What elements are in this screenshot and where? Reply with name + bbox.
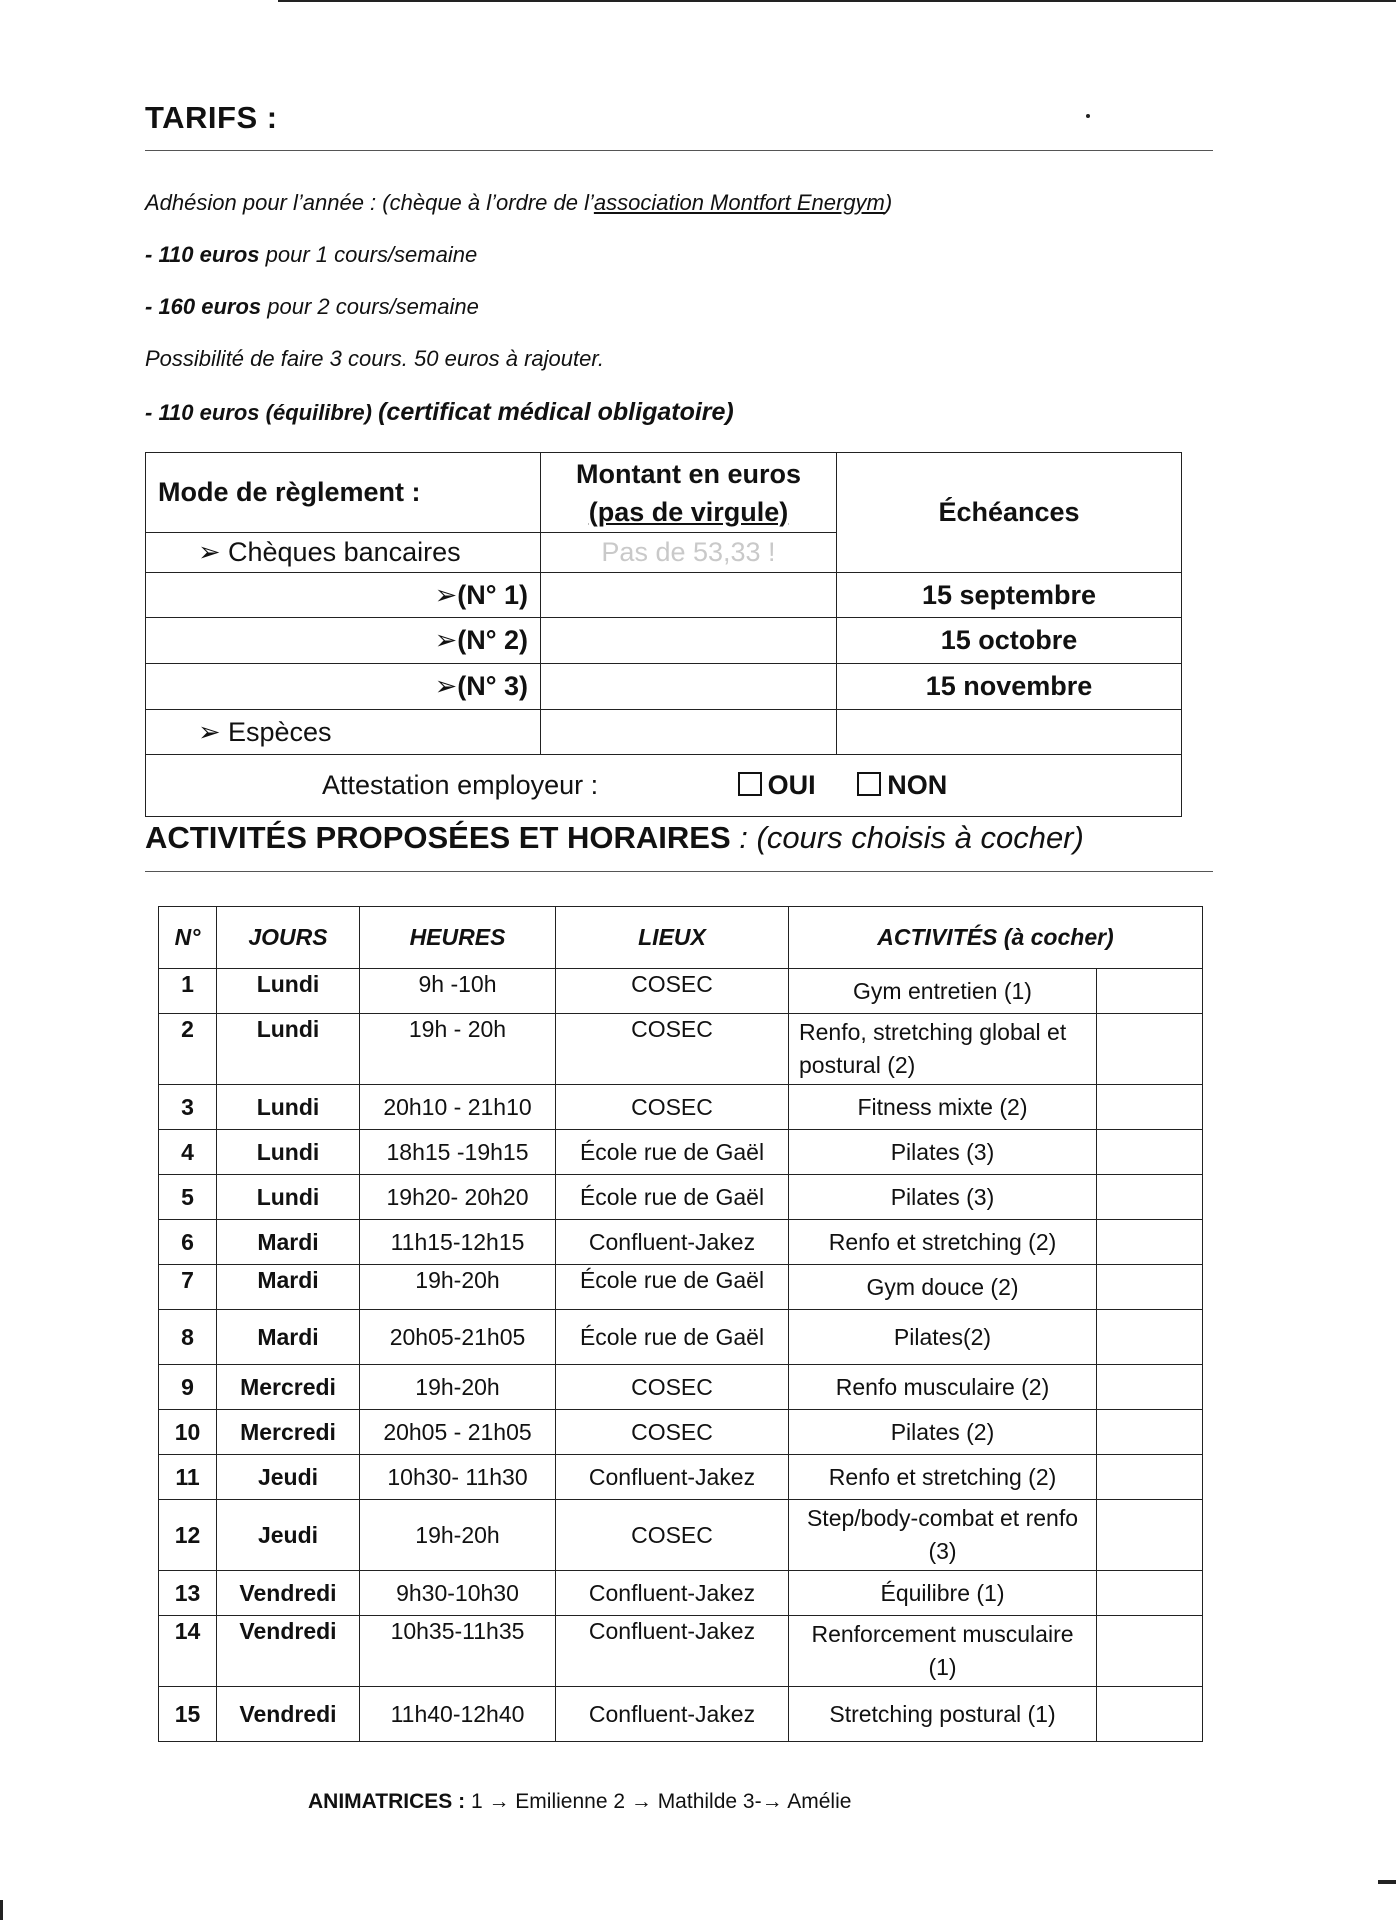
instructors-list: 1 → Emilienne 2 → Mathilde 3-→ Amélie — [465, 1790, 852, 1813]
row-number: 8 — [159, 1310, 217, 1365]
row-day: Mercredi — [217, 1365, 360, 1410]
row-number: 1 — [159, 969, 217, 1014]
table-row — [159, 1410, 1203, 1455]
arrow-icon: ➢ — [198, 716, 221, 747]
row-place: COSEC — [556, 1365, 789, 1410]
adhesion-prefix: Adhésion pour l’année : (chèque à l’ordre de l’ — [145, 190, 594, 215]
instructors-label: ANIMATRICES : — [308, 1790, 466, 1813]
row-number: 13 — [159, 1571, 217, 1616]
especes-date-cell — [837, 710, 1182, 755]
row-place: Confluent-Jakez — [556, 1455, 789, 1500]
cheque-3-amount-field[interactable] — [541, 664, 837, 710]
row-checkbox-cell[interactable] — [1097, 1616, 1203, 1687]
row-hours: 20h05-21h05 — [360, 1310, 556, 1365]
table-row — [159, 1687, 1203, 1742]
activities-rule — [145, 871, 1213, 872]
row-hours: 19h-20h — [360, 1265, 556, 1310]
row-day: Jeudi — [217, 1500, 360, 1571]
cheque-3-date: 15 novembre — [837, 664, 1182, 710]
row-checkbox-cell[interactable] — [1097, 1014, 1203, 1085]
row-activity: Gym douce (2) — [789, 1265, 1097, 1310]
cheque-1-amount-field[interactable] — [541, 573, 837, 618]
price-line-equilibre — [145, 398, 734, 427]
row-day: Vendredi — [217, 1616, 360, 1687]
attestation-label: Attestation employeur : — [322, 770, 599, 800]
row-place: COSEC — [556, 1500, 789, 1571]
row-place: École rue de Gaël — [556, 1175, 789, 1220]
adhesion-suffix: ) — [884, 190, 893, 215]
row-activity: Équilibre (1) — [789, 1571, 1097, 1616]
especes-label: Espèces — [228, 716, 332, 747]
row-activity: Renfo musculaire (2) — [789, 1365, 1097, 1410]
row-hours: 19h - 20h — [360, 1014, 556, 1085]
row-number: 7 — [159, 1265, 217, 1310]
row-hours: 10h35-11h35 — [360, 1616, 556, 1687]
header-number: N° — [159, 907, 217, 969]
row-place: COSEC — [556, 1085, 789, 1130]
row-number: 11 — [159, 1455, 217, 1500]
row-checkbox-cell[interactable] — [1097, 1265, 1203, 1310]
cheques-label: Chèques bancaires — [228, 537, 461, 567]
attestation-row — [146, 755, 1182, 817]
cheques-row-label — [146, 533, 541, 573]
row-hours: 18h15 -19h15 — [360, 1130, 556, 1175]
row-checkbox-cell[interactable] — [1097, 1500, 1203, 1571]
row-place: École rue de Gaël — [556, 1130, 789, 1175]
table-row — [159, 1085, 1203, 1130]
header-places: LIEUX — [556, 907, 789, 969]
row-hours: 20h10 - 21h10 — [360, 1085, 556, 1130]
row-checkbox-cell[interactable] — [1097, 1455, 1203, 1500]
row-hours: 19h-20h — [360, 1365, 556, 1410]
non-checkbox[interactable] — [857, 770, 947, 800]
row-number: 6 — [159, 1220, 217, 1265]
row-activity: Gym entretien (1) — [789, 969, 1097, 1014]
table-row — [159, 1014, 1203, 1085]
scan-edge-mark — [0, 1900, 3, 1920]
stray-dot — [1086, 114, 1090, 118]
cheque-row-3-label — [146, 664, 541, 710]
row-hours: 10h30- 11h30 — [360, 1455, 556, 1500]
table-row — [159, 1265, 1203, 1310]
price-2-amount: - 160 euros — [145, 294, 262, 319]
row-number: 14 — [159, 1616, 217, 1687]
row-day: Jeudi — [217, 1455, 360, 1500]
cheque-1-date: 15 septembre — [837, 573, 1182, 618]
arrow-icon: ➢ — [434, 625, 458, 655]
row-checkbox-cell[interactable] — [1097, 1310, 1203, 1365]
row-place: COSEC — [556, 969, 789, 1014]
row-number: 10 — [159, 1410, 217, 1455]
row-checkbox-cell[interactable] — [1097, 1085, 1203, 1130]
row-place: École rue de Gaël — [556, 1310, 789, 1365]
row-hours: 11h15-12h15 — [360, 1220, 556, 1265]
row-checkbox-cell[interactable] — [1097, 1130, 1203, 1175]
price-2-desc: pour 2 cours/semaine — [261, 294, 479, 319]
row-activity: Renforcement musculaire (1) — [789, 1616, 1097, 1687]
dates-header: Échéances — [837, 453, 1182, 573]
row-day: Lundi — [217, 969, 360, 1014]
cheque-row-2-label — [146, 618, 541, 664]
row-day: Lundi — [217, 1175, 360, 1220]
oui-checkbox[interactable] — [738, 770, 824, 800]
row-activity: Renfo et stretching (2) — [789, 1455, 1097, 1500]
cheque-row-1-label — [146, 573, 541, 618]
row-activity: Pilates (3) — [789, 1175, 1097, 1220]
row-number: 2 — [159, 1014, 217, 1085]
especes-row-label — [146, 710, 541, 755]
scan-edge-mark — [1378, 1880, 1396, 1884]
oui-label: OUI — [767, 770, 816, 800]
arrow-icon: ➢ — [198, 537, 221, 567]
row-activity: Stretching postural (1) — [789, 1687, 1097, 1742]
row-activity: Renfo et stretching (2) — [789, 1220, 1097, 1265]
amount-header-line1: Montant en euros — [575, 458, 801, 489]
association-link: association Montfort Energym — [593, 190, 885, 215]
table-row — [159, 1500, 1203, 1571]
price-line-2 — [145, 294, 479, 320]
row-number: 5 — [159, 1175, 217, 1220]
row-place: Confluent-Jakez — [556, 1687, 789, 1742]
row-checkbox-cell[interactable] — [1097, 1687, 1203, 1742]
adhesion-line — [145, 190, 892, 216]
row-day: Vendredi — [217, 1571, 360, 1616]
activities-title: ACTIVITÉS PROPOSÉES ET HORAIRES — [145, 820, 731, 855]
price-line-1 — [145, 242, 477, 268]
row-number: 12 — [159, 1500, 217, 1571]
row-number: 15 — [159, 1687, 217, 1742]
row-hours: 19h20- 20h20 — [360, 1175, 556, 1220]
header-activities: ACTIVITÉS (à cocher) — [789, 907, 1203, 969]
checkbox-icon — [738, 772, 762, 796]
top-border-line — [278, 0, 1396, 2]
row-checkbox-cell[interactable] — [1097, 1175, 1203, 1220]
row-number: 9 — [159, 1365, 217, 1410]
row-activity: Renfo, stretching global et postural (2) — [789, 1014, 1097, 1085]
price-1-desc: pour 1 cours/semaine — [259, 242, 478, 267]
row-hours: 11h40-12h40 — [360, 1687, 556, 1742]
row-checkbox-cell[interactable] — [1097, 969, 1203, 1014]
row-activity: Fitness mixte (2) — [789, 1085, 1097, 1130]
table-row — [159, 1571, 1203, 1616]
checkbox-icon — [857, 772, 881, 796]
row-day: Lundi — [217, 1014, 360, 1085]
row-day: Mardi — [217, 1310, 360, 1365]
mode-header: Mode de règlement : — [146, 453, 541, 533]
row-place: COSEC — [556, 1014, 789, 1085]
cheques-faded-note: Pas de 53,33 ! — [541, 533, 837, 573]
activities-table — [158, 906, 1203, 1742]
row-number: 4 — [159, 1130, 217, 1175]
row-day: Mercredi — [217, 1410, 360, 1455]
header-hours: HEURES — [360, 907, 556, 969]
price-equilibre-amount: - 110 euros (équilibre) — [145, 400, 372, 425]
activities-heading — [145, 820, 1084, 856]
cheque-3-label: (N° 3) — [457, 671, 528, 701]
table-row — [159, 1365, 1203, 1410]
table-row — [159, 1130, 1203, 1175]
table-row — [159, 1616, 1203, 1687]
row-day: Lundi — [217, 1085, 360, 1130]
tarifs-heading: TARIFS : — [145, 100, 278, 135]
row-hours: 9h -10h — [360, 969, 556, 1014]
row-place: Confluent-Jakez — [556, 1616, 789, 1687]
row-hours: 19h-20h — [360, 1500, 556, 1571]
header-days: JOURS — [217, 907, 360, 969]
row-checkbox-cell[interactable] — [1097, 1220, 1203, 1265]
row-checkbox-cell[interactable] — [1097, 1365, 1203, 1410]
row-checkbox-cell[interactable] — [1097, 1410, 1203, 1455]
cheque-2-label: (N° 2) — [457, 625, 528, 655]
row-hours: 20h05 - 21h05 — [360, 1410, 556, 1455]
cheque-1-label: (N° 1) — [457, 579, 528, 610]
row-place: École rue de Gaël — [556, 1265, 789, 1310]
table-row — [159, 1220, 1203, 1265]
payment-table — [145, 452, 1182, 817]
instructors-line — [308, 1790, 851, 1814]
row-place: Confluent-Jakez — [556, 1571, 789, 1616]
row-day: Mardi — [217, 1220, 360, 1265]
arrow-icon: ➢ — [434, 579, 458, 610]
row-day: Lundi — [217, 1130, 360, 1175]
price-1-amount: - 110 euros — [145, 242, 260, 267]
cheque-2-amount-field[interactable] — [541, 618, 837, 664]
activities-subtitle: : (cours choisis à cocher) — [730, 820, 1084, 855]
amount-header-line2: (pas de virgule) — [588, 496, 789, 527]
table-row — [159, 969, 1203, 1014]
amount-header — [541, 453, 837, 533]
row-place: Confluent-Jakez — [556, 1220, 789, 1265]
table-row — [159, 1175, 1203, 1220]
row-activity: Pilates (2) — [789, 1410, 1097, 1455]
row-activity: Pilates(2) — [789, 1310, 1097, 1365]
table-row — [159, 1455, 1203, 1500]
row-activity: Pilates (3) — [789, 1130, 1097, 1175]
especes-amount-field[interactable] — [541, 710, 837, 755]
cheque-2-date: 15 octobre — [837, 618, 1182, 664]
table-row — [159, 1310, 1203, 1365]
row-place: COSEC — [556, 1410, 789, 1455]
extra-course-line: Possibilité de faire 3 cours. 50 euros à rajouter. — [145, 346, 604, 371]
row-checkbox-cell[interactable] — [1097, 1571, 1203, 1616]
arrow-icon: ➢ — [434, 671, 458, 701]
row-hours: 9h30-10h30 — [360, 1571, 556, 1616]
row-day: Vendredi — [217, 1687, 360, 1742]
row-day: Mardi — [217, 1265, 360, 1310]
row-number: 3 — [159, 1085, 217, 1130]
tarifs-rule — [145, 150, 1213, 151]
medical-certificate-note: (certificat médical obligatoire) — [378, 398, 734, 426]
row-activity: Step/body-combat et renfo (3) — [789, 1500, 1097, 1571]
non-label: NON — [887, 770, 948, 800]
